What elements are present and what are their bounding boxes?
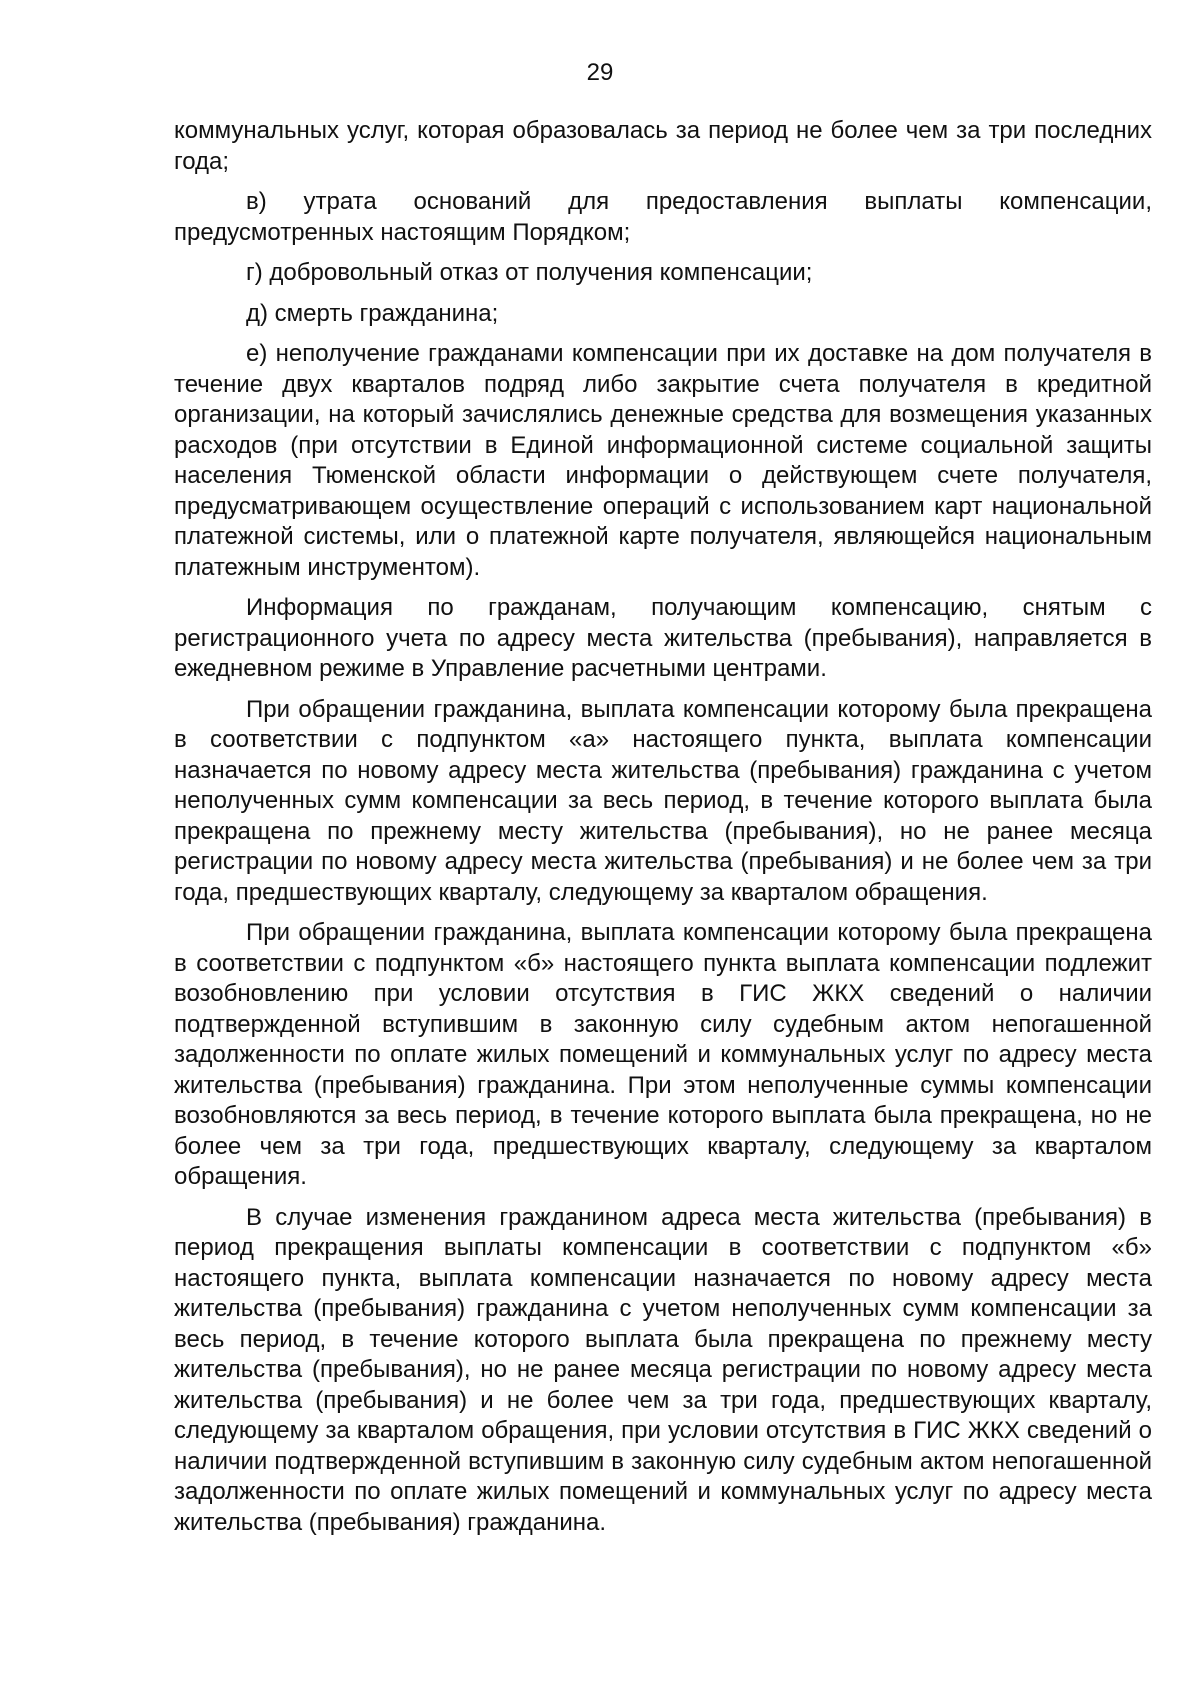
paragraph-item-g: г) добровольный отказ от получения компенсации; bbox=[246, 259, 813, 286]
paragraph-item-e: е) неполучение гражданами компенсации при их доставке на дом получателя в течение двух кварталов подряд либо закрытие счета получателя в кредитной организации, на который зачислялись денежные средства для возмещения указанных расходов (при отсутствии в Единой информационной системе социальной защиты населения Тюменской области информации о действующем счете получателя, предусматривающем осуществление операций с использованием карт национальной платежной системы, или о платежной карте получателя, являющейся национальным платежным инструментом). bbox=[174, 340, 1152, 581]
paragraph-subpoint-a: При обращении гражданина, выплата компенсации которому была прекращена в соответствии с подпунктом «а» настоящего пункта, выплата компенсации назначается по новому адресу места жительства (пребывания) гражданина с учетом неполученных сумм компенсации за весь период, в течение которого выплата была прекращена по прежнему месту жительства (пребывания), но не ранее месяца регистрации по новому адресу места жительства (пребывания) и не более чем за три года, предшествующих кварталу, следующему за кварталом обращения. bbox=[174, 695, 1152, 906]
paragraph-information: Информация по гражданам, получающим компенсацию, снятым с регистрационного учета по адресу места жительства (пребывания), направляется в ежедневном режиме в Управление расчетными центрами. bbox=[174, 594, 1152, 682]
paragraph-subpoint-b: При обращении гражданина, выплата компенсации которому была прекращена в соответствии с подпунктом «б» настоящего пункта выплата компенсации подлежит возобновлению при условии отсутствия в ГИС ЖКХ сведений о наличии подтвержденной вступившим в законную силу судебным актом непогашенной задолженности по оплате жилых помещений и коммунальных услуг по адресу места жительства (пребывания) гражданина. При этом неполученные суммы компенсации возобновляются за весь период, в течение которого выплата была прекращена, но не более чем за три года, предшествующих кварталу, следующему за кварталом обращения. bbox=[174, 919, 1152, 1190]
paragraph-item-d: д) смерть гражданина; bbox=[246, 299, 499, 327]
paragraph-address-change: В случае изменения гражданином адреса места жительства (пребывания) в период прекращения выплаты компенсации в соответствии с подпунктом «б» настоящего пункта, выплата компенсации назначается по новому адресу места жительства (пребывания) гражданина с учетом неполученных сумм компенсации за весь период, в течение которого выплата была прекращена по прежнему месту жительства (пребывания), но не ранее месяца регистрации по новому адресу места жительства (пребывания) и не более чем за три года, предшествующих кварталу, следующему за кварталом обращения, при условии отсутствия в ГИС ЖКХ сведений о наличии подтвержденной вступившим в законную силу судебным актом непогашенной задолженности по оплате жилых помещений и коммунальных услуг по адресу места жительства (пребывания) гражданина. bbox=[174, 1203, 1152, 1536]
paragraph-item-v: в) утрата оснований для предоставления выплаты компенсации, предусмотренных настоящим Порядком; bbox=[174, 188, 1152, 246]
page-number: 29 bbox=[586, 59, 614, 86]
paragraph-continuation: коммунальных услуг, которая образовалась за период не более чем за три последних года; bbox=[174, 117, 1152, 175]
document-body bbox=[174, 116, 1152, 1548]
